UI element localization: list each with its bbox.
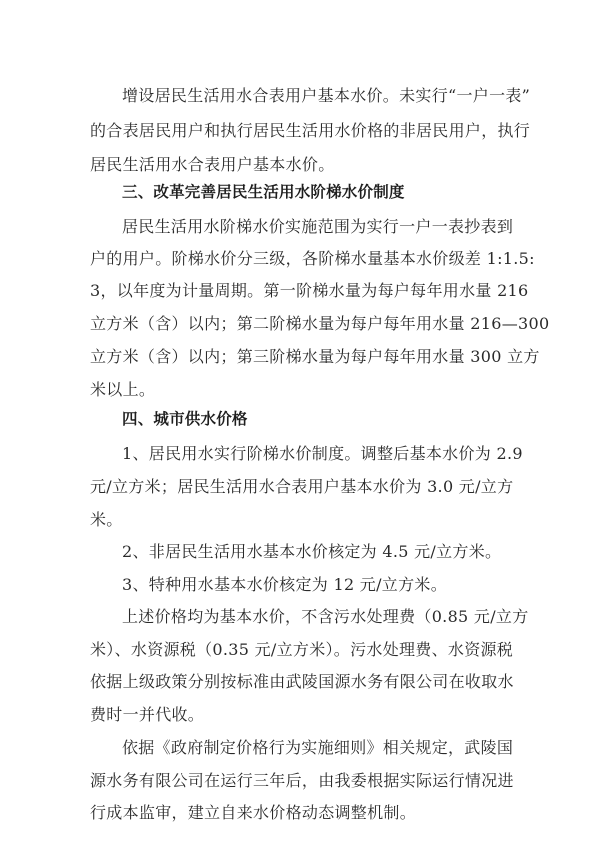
paragraph-line: 3、特种用水基本水价核定为 12 元/立方米。 xyxy=(122,575,448,594)
paragraph-line: 1、居民用水实行阶梯水价制度。调整后基本水价为 2.9 xyxy=(122,444,523,463)
paragraph-line: 上述价格均为基本水价，不含污水处理费（0.85 元/立方 xyxy=(122,607,529,626)
paragraph-line: 增设居民生活用水合表用户基本水价。未实行“一户一表” xyxy=(122,86,531,105)
paragraph-line: 米）、水资源税（0.35 元/立方米）。污水处理费、水资源税 xyxy=(90,640,514,659)
paragraph-line: 米以上。 xyxy=(90,380,156,399)
paragraph-line: 居民生活用水阶梯水价实施范围为实行一户一表抄表到 xyxy=(122,217,514,236)
paragraph-line: 立方米（含）以内；第三阶梯水量为每户每年用水量 300 立方 xyxy=(90,347,540,366)
paragraph-line: 户的用户。阶梯水价分三级，各阶梯水量基本水价级差 1:1.5: xyxy=(90,249,535,268)
paragraph-line: 依据《政府制定价格行为实施细则》相关规定，武陵国 xyxy=(122,738,514,757)
paragraph-line: 2、非居民生活用水基本水价核定为 4.5 元/立方米。 xyxy=(122,542,502,561)
section-heading-4: 四、城市供水价格 xyxy=(122,410,248,428)
paragraph-line: 元/立方米；居民生活用水合表用户基本水价为 3.0 元/立方 xyxy=(90,477,514,496)
paragraph-line: 立方米（含）以内；第二阶梯水量为每户每年用水量 216—300 xyxy=(90,314,550,333)
paragraph-line: 居民生活用水合表用户基本水价。 xyxy=(90,155,335,174)
paragraph-line: 费时一并代收。 xyxy=(90,705,205,724)
paragraph-line: 的合表居民用户和执行居民生活用水价格的非居民用户，执行 xyxy=(90,121,531,140)
paragraph-line: 米。 xyxy=(90,510,123,529)
paragraph-line: 依据上级政策分别按标准由武陵国源水务有限公司在收取水 xyxy=(90,672,514,691)
paragraph-line: 源水务有限公司在运行三年后，由我委根据实际运行情况进 xyxy=(90,771,514,790)
section-heading-3: 三、改革完善居民生活用水阶梯水价制度 xyxy=(122,183,405,201)
paragraph-line: 3，以年度为计量周期。第一阶梯水量为每户每年用水量 216 xyxy=(90,281,529,300)
paragraph-line: 行成本监审，建立自来水价格动态调整机制。 xyxy=(90,803,417,822)
